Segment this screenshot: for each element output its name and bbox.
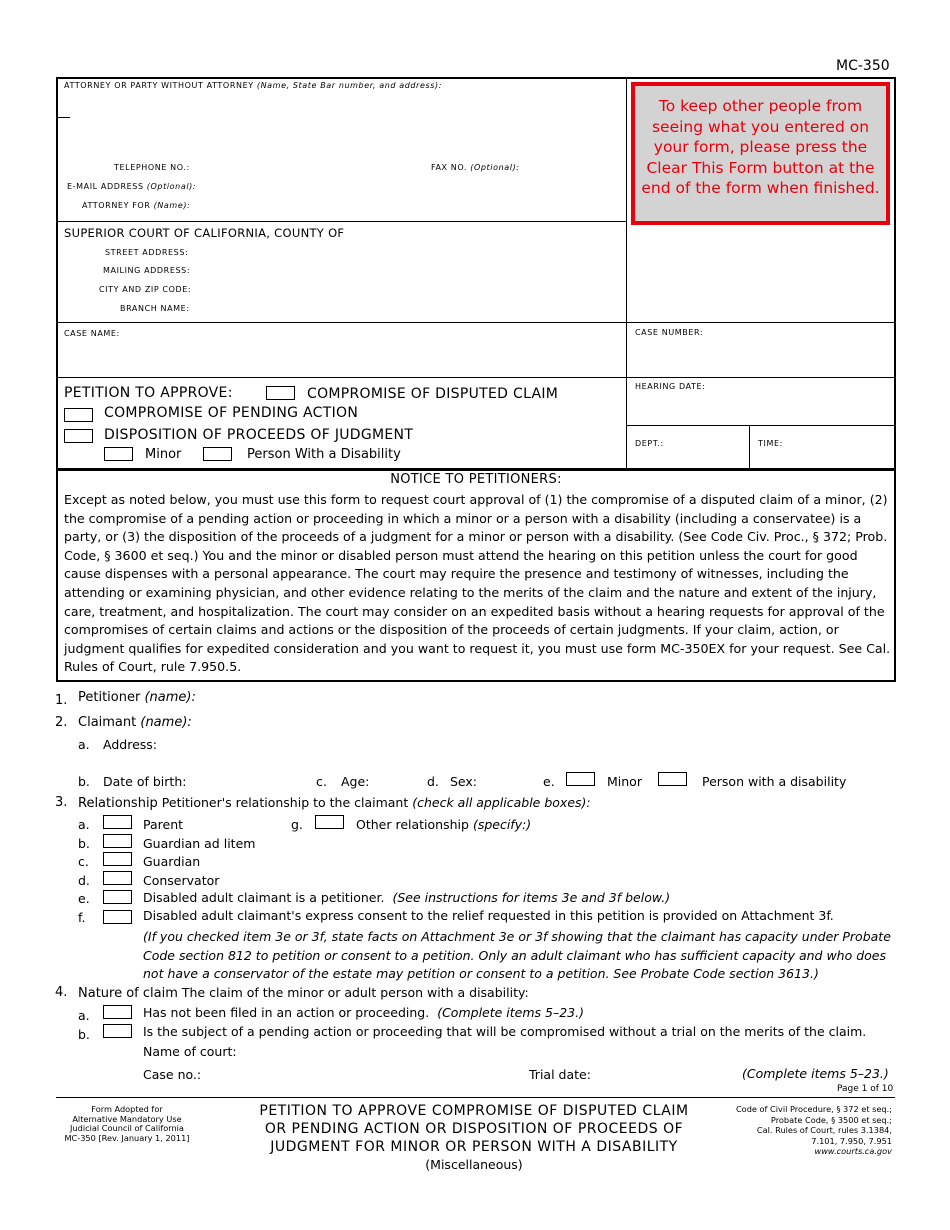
- item4-label: Nature of claim: [78, 986, 178, 1001]
- item4b-hint: (Complete items 5–23.): [742, 1066, 889, 1081]
- footer-url-link[interactable]: www.courts.ca.gov: [814, 1146, 892, 1156]
- item3-instructions: (If you checked item 3e or 3f, state facts on Attachment 3e or 3f showing that the claimant has capacity under Probate Code section 812 to petition or consent to a petition. Only an adult claimant who has sufficient capacity and who does not have a conservator of the estate may petition or consent to a petition. See Probate Code section 3613.): [143, 929, 891, 982]
- footer-right-line: Probate Code, § 3500 et seq.;: [770, 1114, 892, 1125]
- item4a-letter: a.: [78, 1008, 90, 1023]
- footer-right-line: 7.101, 7.950, 7.951: [811, 1135, 892, 1146]
- checkbox-other-relationship[interactable]: [315, 815, 344, 829]
- footer-title: [238, 1102, 710, 1174]
- checkbox-adult-consent[interactable]: [103, 910, 132, 924]
- email-label: [67, 182, 196, 191]
- conservator-label: Conservator: [143, 873, 220, 888]
- case-name-label: CASE NAME:: [64, 329, 120, 338]
- other-relationship-label: [356, 817, 531, 832]
- item1-label: Petitioner: [78, 690, 141, 705]
- mailing-address-label: MAILING ADDRESS:: [103, 266, 191, 275]
- grid-h-casename: [56, 377, 895, 378]
- footer-left-line: Alternative Mandatory Use: [72, 1113, 182, 1124]
- item4-number: 4.: [55, 985, 68, 1000]
- opt-disputed-claim-label: COMPROMISE OF DISPUTED CLAIM: [307, 386, 559, 402]
- footer-left-line: MC-350 [Rev. January 1, 2011]: [64, 1132, 190, 1143]
- item2c-age-label: Age:: [341, 774, 370, 789]
- not-filed-text: Has not been filed in an action or proceeding.: [143, 1005, 430, 1020]
- parent-label: Parent: [143, 817, 184, 832]
- email-label-hint: (Optional):: [146, 182, 197, 191]
- item3-label: Relationship: [78, 796, 158, 811]
- checkbox-guardian[interactable]: [103, 852, 132, 866]
- fax-label: [431, 163, 520, 172]
- checkbox-adult-petitioner[interactable]: [103, 890, 132, 904]
- attorney-label-main: ATTORNEY OR PARTY WITHOUT ATTORNEY: [64, 81, 254, 90]
- adult-petitioner-text: Disabled adult claimant is a petitioner.: [143, 890, 385, 905]
- footer-left-line: Form Adopted for: [91, 1104, 163, 1114]
- attorney-label-hint: (Name, State Bar number, and address):: [256, 81, 443, 90]
- opt-pending-action-label: COMPROMISE OF PENDING ACTION: [104, 405, 359, 421]
- checkbox-claimant-minor[interactable]: [566, 772, 595, 786]
- grid-middle-line: [626, 77, 627, 469]
- adult-consent-label: Disabled adult claimant's express consent to the relief requested in this petition is provided on Attachment 3f.: [143, 908, 834, 923]
- case-no-label: Case no.:: [143, 1067, 202, 1082]
- item3f-letter: f.: [78, 910, 86, 925]
- name-of-court-label: Name of court:: [143, 1044, 237, 1059]
- footer-title-line: JUDGMENT FOR MINOR OR PERSON WITH A DISABILITY: [270, 1139, 678, 1155]
- grid-top-line: [56, 77, 895, 79]
- item2b-dob-label: Date of birth:: [103, 774, 187, 789]
- telephone-label: TELEPHONE NO.:: [114, 163, 190, 172]
- item2a-letter: a.: [78, 737, 90, 752]
- footer-right-line: Cal. Rules of Court, rules 3.1384,: [756, 1125, 892, 1135]
- checkbox-pending-subject[interactable]: [103, 1024, 132, 1038]
- notice-body: Except as noted below, you must use this form to request court approval of (1) the compromise of a disputed claim of a minor, (2) the compromise of a pending action or proceeding in which a minor or a person with a disability (including a conservatee) is a party, or (3) the disposition of the proceeds of a judgment for a minor or person with a disability. (See Code Civ. Proc., § 372; Prob. Code, § 3600 et seq.) You and the minor or disabled person must attend the hearing on this petition unless the court for good cause dispenses with a personal appearance. The court may require the presence and testimony of witnesses, including the attending or examining physician, and other evidence relating to the merits of the claim and the nature and extent of the injury, care, treatment, and hospitalization. The court may consider on an expedited basis without a hearing requests for approval of the compromises of certain claims and actions or the disposition of the proceeds of certain judgments. If your claim, action, or judgment qualifies for expedited consideration and you want to request it, you must use form MC-350EX for your request. See Cal. Rules of Court, rule 7.950.5.: [64, 492, 891, 675]
- other-relationship-hint: (specify:): [472, 817, 532, 832]
- footer-right-line: Code of Civil Procedure, § 372 et seq.;: [735, 1104, 892, 1114]
- checkbox-pending-action[interactable]: [64, 408, 93, 422]
- attorney-label: [64, 81, 442, 90]
- item1-hint: (name):: [144, 690, 196, 705]
- item3-number: 3.: [55, 795, 68, 810]
- footer-title-sub: (Miscellaneous): [425, 1157, 523, 1172]
- hearing-date-label: HEARING DATE:: [635, 382, 706, 391]
- checkbox-person-disability[interactable]: [203, 447, 232, 461]
- opt-proceeds-judgment-label: DISPOSITION OF PROCEEDS OF JUDGMENT: [104, 427, 414, 443]
- form-id: MC-350: [836, 58, 890, 74]
- fax-label-hint: (Optional):: [470, 163, 520, 172]
- checkbox-proceeds-judgment[interactable]: [64, 429, 93, 443]
- item3g-letter: g.: [291, 817, 303, 832]
- attorney-for-label: [82, 201, 190, 210]
- notice-title: NOTICE TO PETITIONERS:: [390, 472, 562, 487]
- checkbox-guardian-ad-litem[interactable]: [103, 834, 132, 848]
- footer-rule: [56, 1097, 895, 1098]
- checkbox-parent[interactable]: [103, 815, 132, 829]
- grid-right-line: [894, 77, 896, 469]
- person-disability-label: Person With a Disability: [247, 447, 401, 462]
- item1-petitioner: [78, 690, 196, 705]
- case-number-label: CASE NUMBER:: [635, 328, 704, 337]
- item4-nature: [78, 985, 529, 1001]
- other-relationship-text: Other relationship: [356, 817, 469, 832]
- item1-number: 1.: [55, 693, 68, 708]
- item2-number: 2.: [55, 715, 68, 730]
- item4b-letter: b.: [78, 1027, 90, 1042]
- item2b-letter: b.: [78, 774, 90, 789]
- item3-text: Petitioner's relationship to the claimant: [161, 795, 409, 810]
- item2-claimant: [78, 715, 192, 730]
- checkbox-minor[interactable]: [104, 447, 133, 461]
- grid-h-court: [56, 322, 895, 323]
- item3-hint: (check all applicable boxes):: [412, 795, 591, 810]
- item2a-address-label: Address:: [103, 737, 157, 752]
- item2d-sex-label: Sex:: [450, 774, 478, 789]
- item2c-letter: c.: [316, 774, 327, 789]
- guardian-ad-litem-label: Guardian ad litem: [143, 836, 256, 851]
- claimant-minor-label: Minor: [607, 774, 642, 789]
- not-filed-label: [143, 1005, 584, 1020]
- item2d-letter: d.: [427, 774, 439, 789]
- checkbox-claimant-disability[interactable]: [658, 772, 687, 786]
- item2-label: Claimant: [78, 715, 137, 730]
- time-label: TIME:: [758, 439, 783, 448]
- street-address-label: STREET ADDRESS:: [105, 248, 189, 257]
- fax-label-main: FAX NO.: [431, 163, 468, 172]
- claimant-disability-label: Person with a disability: [702, 774, 847, 789]
- item3-relationship: [78, 795, 591, 811]
- checkbox-not-filed[interactable]: [103, 1005, 132, 1019]
- footer-title-line: PETITION TO APPROVE COMPROMISE OF DISPUTED CLAIM: [259, 1103, 689, 1119]
- footer-left: [58, 1105, 196, 1143]
- email-label-main: E-MAIL ADDRESS: [67, 182, 144, 191]
- item3e-letter: e.: [78, 891, 90, 906]
- attorney-for-hint: (Name):: [153, 201, 191, 210]
- dept-label: DEPT.:: [635, 439, 664, 448]
- grid-left-line: [56, 77, 58, 469]
- branch-name-label: BRANCH NAME:: [120, 304, 190, 313]
- item2-hint: (name):: [140, 715, 192, 730]
- petition-title: PETITION TO APPROVE:: [64, 385, 233, 401]
- item3a-letter: a.: [78, 817, 90, 832]
- clear-form-notice: To keep other people from seeing what you entered on your form, please press the Clear This Form button at the end of the form when finished.: [631, 82, 890, 225]
- footer-title-line: OR PENDING ACTION OR DISPOSITION OF PROCEEDS OF: [264, 1121, 684, 1137]
- item2e-letter: e.: [543, 774, 555, 789]
- item3d-letter: d.: [78, 873, 90, 888]
- footer-right: [700, 1104, 892, 1157]
- item3c-letter: c.: [78, 854, 89, 869]
- item4-text: The claim of the minor or adult person with a disability:: [181, 985, 529, 1000]
- not-filed-hint: (Complete items 5–23.): [437, 1005, 584, 1020]
- grid-v-dept: [749, 425, 750, 469]
- pending-subject-label: Is the subject of a pending action or proceeding that will be compromised without a trial on the merits of the claim.: [143, 1024, 867, 1039]
- checkbox-conservator[interactable]: [103, 871, 132, 885]
- attorney-for-main: ATTORNEY FOR: [82, 201, 151, 210]
- adult-petitioner-label: [143, 890, 670, 905]
- adult-petitioner-hint: (See instructions for items 3e and 3f below.): [392, 890, 671, 905]
- minor-label: Minor: [145, 447, 182, 462]
- trial-date-label: Trial date:: [529, 1067, 591, 1082]
- footer-left-line: Judicial Council of California: [70, 1123, 184, 1133]
- court-heading: SUPERIOR COURT OF CALIFORNIA, COUNTY OF: [64, 226, 345, 240]
- page-number: Page 1 of 10: [837, 1084, 894, 1094]
- city-zip-label: CITY AND ZIP CODE:: [99, 285, 192, 294]
- item3b-letter: b.: [78, 836, 90, 851]
- grid-h-hearing: [626, 425, 895, 426]
- attorney-input-cursor[interactable]: [58, 117, 70, 118]
- checkbox-disputed-claim[interactable]: [266, 386, 295, 400]
- guardian-label: Guardian: [143, 854, 201, 869]
- grid-h-attorney: [56, 221, 627, 222]
